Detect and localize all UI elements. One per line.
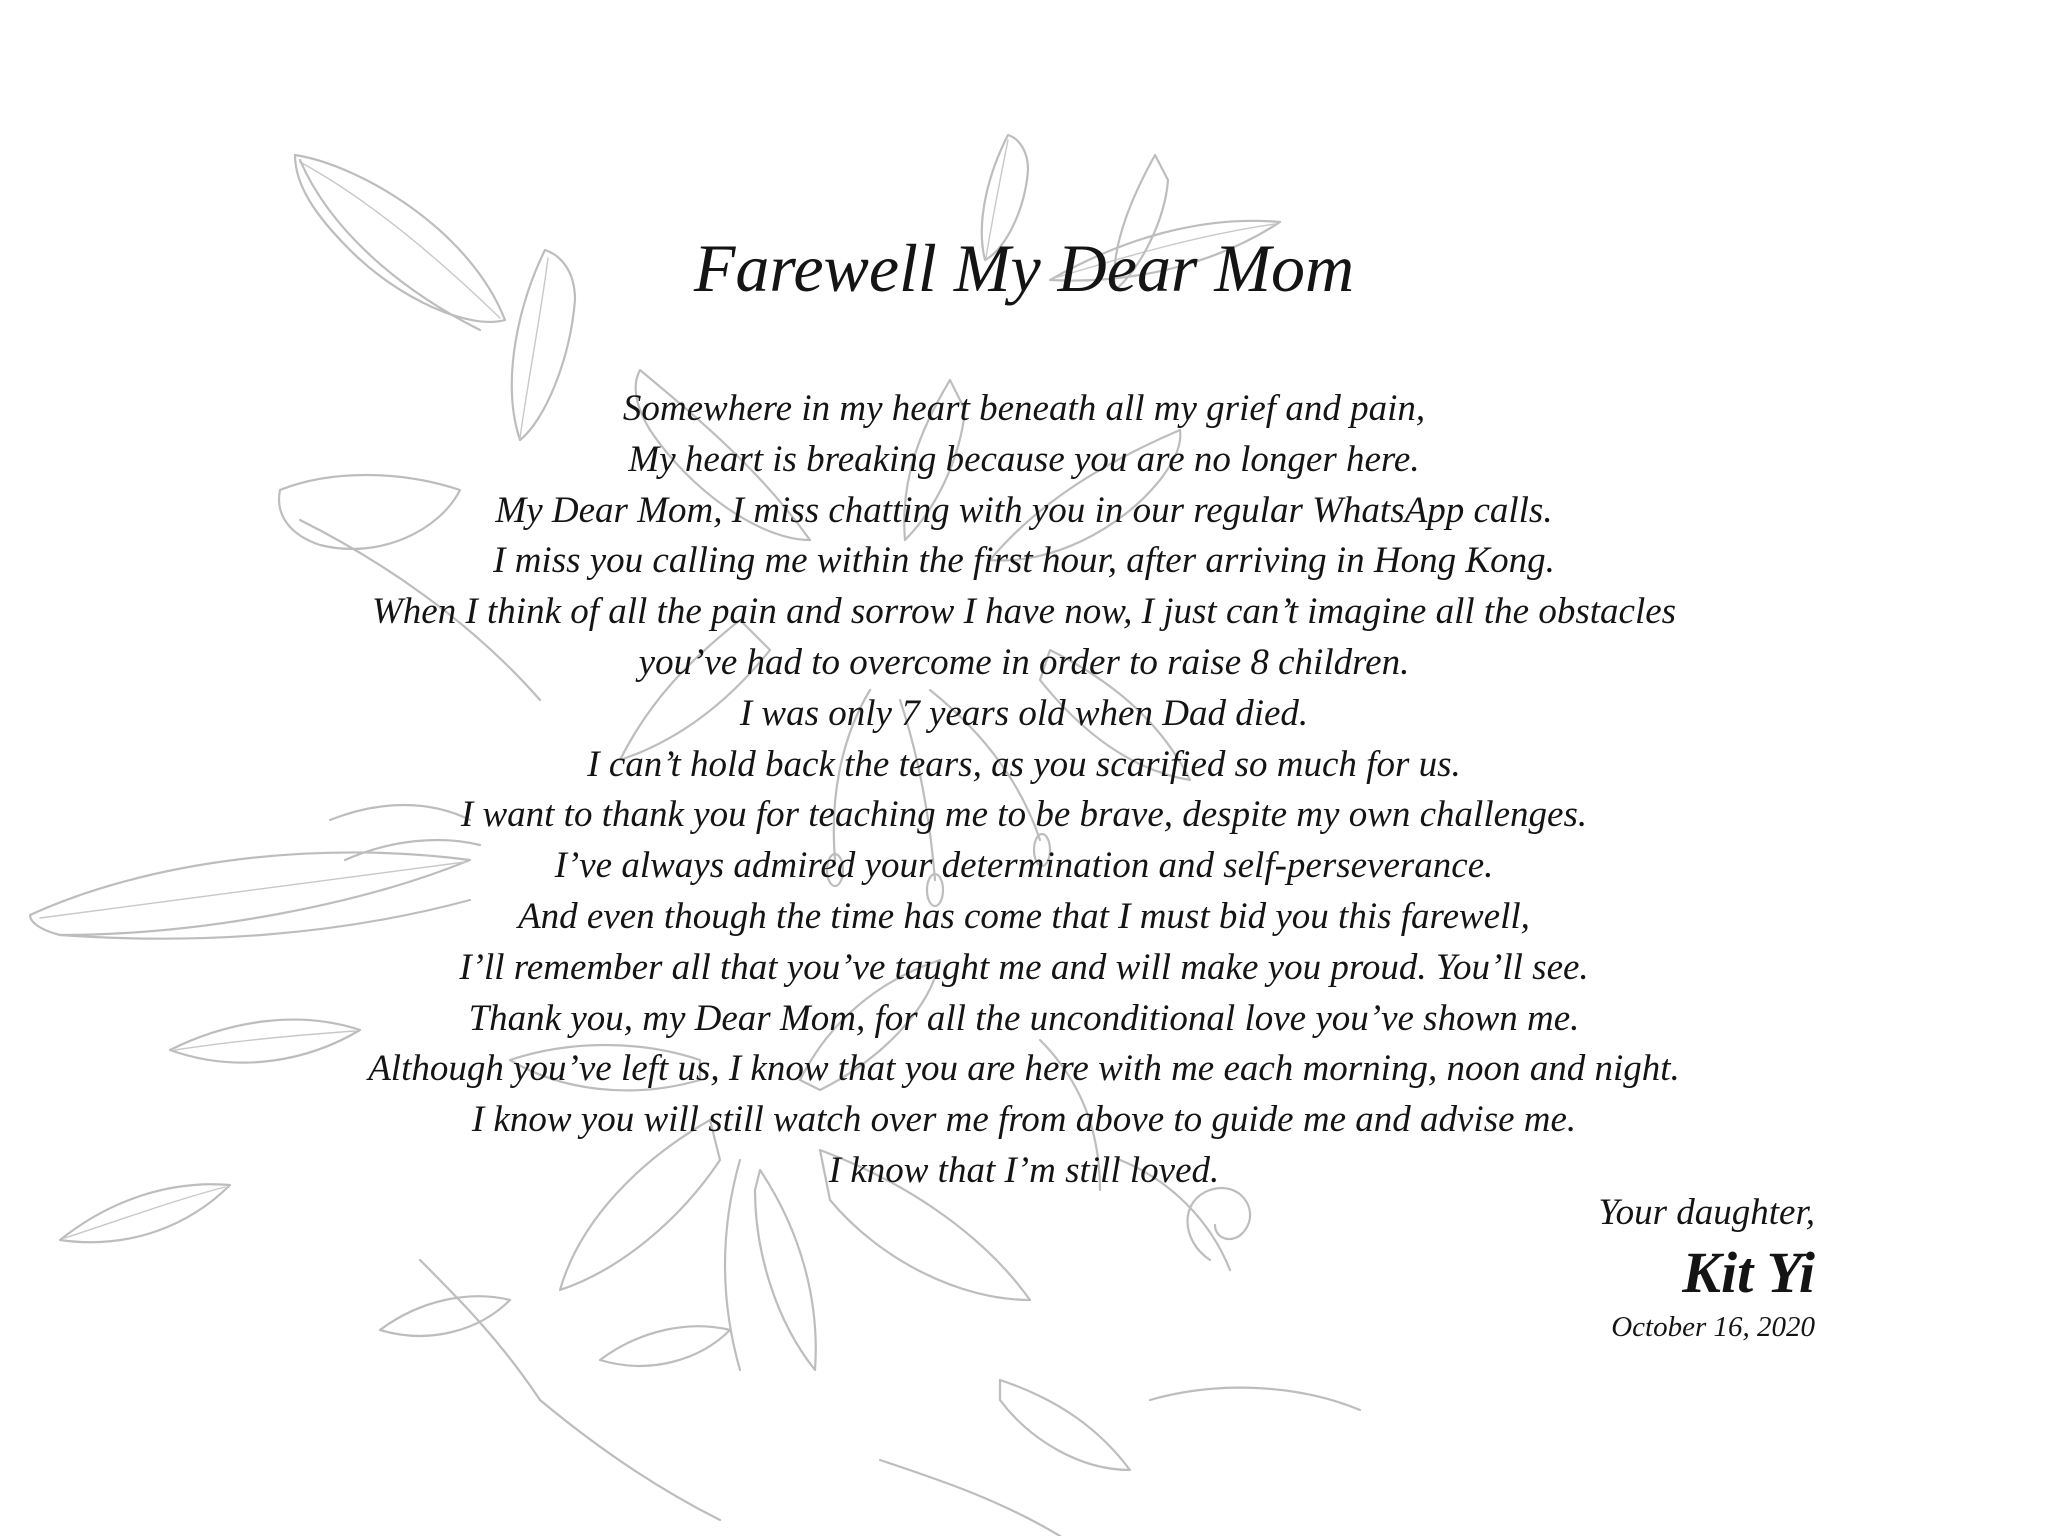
poem-line: Somewhere in my heart beneath all my grief and pain, — [622, 388, 1426, 429]
signature-date: October 16, 2020 — [1611, 1311, 1815, 1343]
sign-off-block — [1598, 1188, 1815, 1346]
poem-line: I was only 7 years old when Dad died. — [739, 692, 1309, 734]
poem-line: I want to thank you for teaching me to be brave, despite my own challenges. — [460, 794, 1588, 836]
poem-body — [0, 384, 2048, 1197]
poem-line: I can’t hold back the tears, as you scarified so much for us. — [587, 743, 1461, 785]
poem-line: Although you’ve left us, I know that you are here with me each morning, noon and night. — [368, 1048, 1680, 1090]
poem-line: I know that I’m still loved. — [828, 1149, 1220, 1191]
poem-line: I know you will still watch over me from above to guide me and advise me. — [471, 1099, 1577, 1141]
poem-line: My Dear Mom, I miss chatting with you in our regular WhatsApp calls. — [495, 489, 1553, 531]
poem-line: And even though the time has come that I must bid you this farewell, — [518, 895, 1530, 937]
poem-line: I’ve always admired your determination and self-perseverance. — [554, 845, 1494, 887]
poem-line: I’ll remember all that you’ve taught me and will make you proud. You’ll see. — [459, 946, 1589, 988]
poem-line: When I think of all the pain and sorrow I have now, I just can’t imagine all the obstacles — [371, 591, 1677, 633]
poem-line: Thank you, my Dear Mom, for all the unconditional love you’ve shown me. — [468, 997, 1580, 1039]
poem-line: My heart is breaking because you are no longer here. — [628, 438, 1420, 480]
poem-line: I miss you calling me within the first hour, after arriving in Hong Kong. — [493, 540, 1555, 582]
closing-line: Your daughter, — [1598, 1192, 1815, 1233]
poem-line: you’ve had to overcome in order to raise 8 children. — [638, 641, 1410, 683]
signature-name: Kit Yi — [1682, 1240, 1815, 1305]
poem-title: Farewell My Dear Mom — [693, 230, 1355, 306]
